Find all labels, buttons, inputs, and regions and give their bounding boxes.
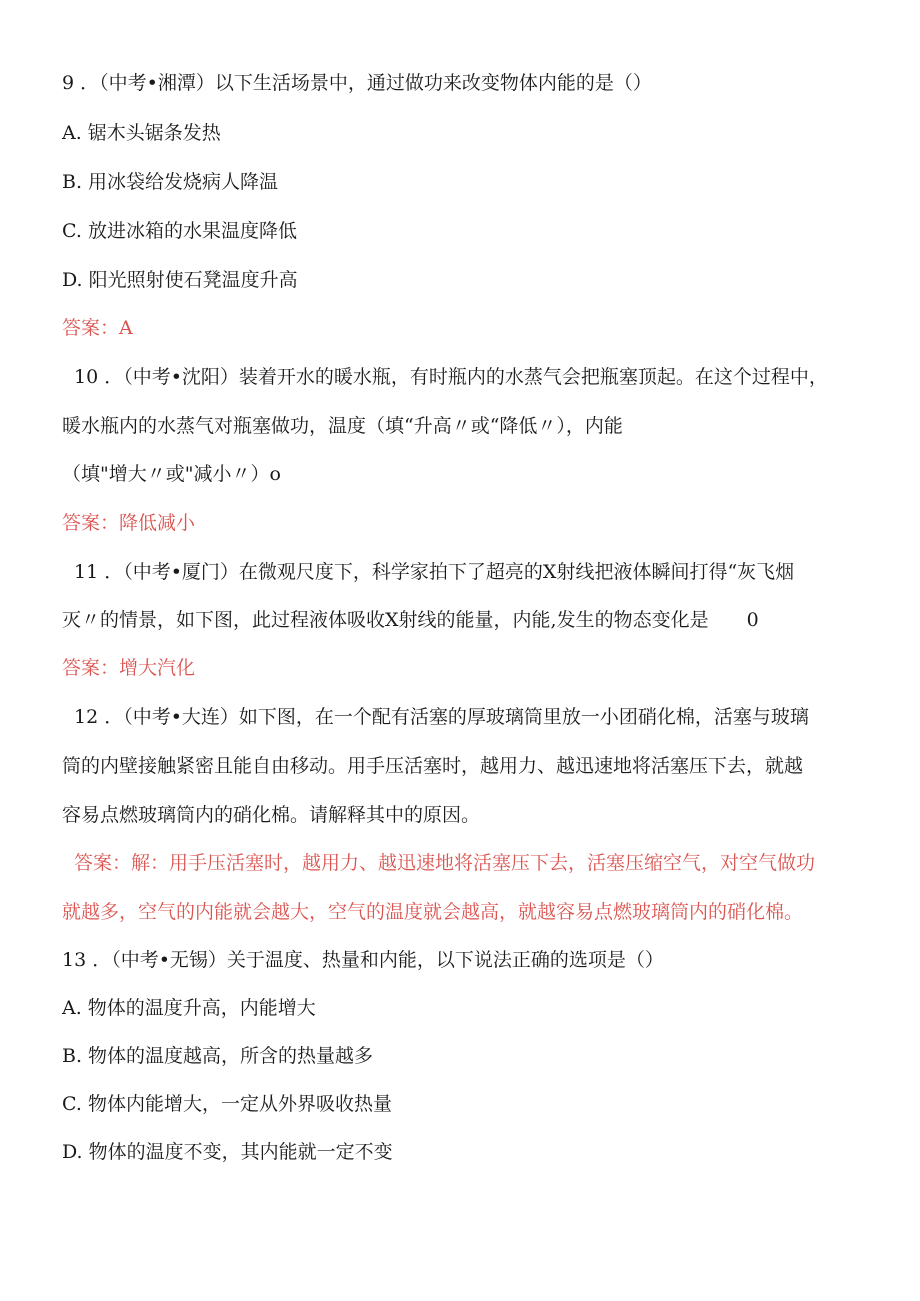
- q9-answer: 答案：A: [62, 317, 133, 339]
- q13-stem: 13 ．（中考•无锡）关于温度、热量和内能，以下说法正确的选项是（）: [62, 949, 664, 971]
- q9-option-b: B. 用冰袋给发烧病人降温: [62, 171, 279, 193]
- q12-stem-line3: 容易点燃玻璃筒内的硝化棉。请解释其中的原因。: [62, 804, 481, 826]
- q12-answer-line1: 答案：解：用手压活塞时，越用力、越迅速地将活塞压下去，活塞压缩空气，对空气做功: [74, 852, 816, 874]
- q9-option-d: D. 阳光照射使石凳温度升高: [62, 269, 298, 291]
- q12-stem-line2: 筒的内壁接触紧密且能自由移动。用手压活塞时，越用力、越迅速地将活塞压下去，就越: [62, 755, 804, 777]
- q11-stem-line2: 灭〃的情景，如下图，此过程液体吸收X射线的能量，内能,发生的物态变化是 0: [62, 609, 759, 631]
- q12-answer-line2: 就越多，空气的内能就会越大，空气的温度就会越高，就越容易点燃玻璃筒内的硝化棉。: [62, 901, 804, 923]
- q13-option-b: B. 物体的温度越高，所含的热量越多: [62, 1045, 374, 1067]
- q13-option-d: D. 物体的温度不变，其内能就一定不变: [62, 1141, 393, 1163]
- q10-stem-line1: 10 ．（中考•沈阳）装着开水的暖水瓶，有时瓶内的水蒸气会把瓶塞顶起。在这个过程中，: [74, 366, 828, 388]
- q9-option-c: C. 放进冰箱的水果温度降低: [62, 220, 297, 242]
- q9-option-a: A. 锯木头锯条发热: [62, 122, 221, 144]
- q11-stem-line1: 11 ．（中考•厦门）在微观尺度下，科学家拍下了超亮的X射线把液体瞬间打得“灰飞烟: [74, 561, 795, 583]
- q12-stem-line1: 12 ．（中考•大连）如下图，在一个配有活塞的厚玻璃筒里放一小团硝化棉，活塞与玻璃: [74, 706, 809, 728]
- q10-answer: 答案：降低减小: [62, 512, 196, 534]
- q13-option-a: A. 物体的温度升高，内能增大: [62, 997, 316, 1019]
- q13-option-c: C. 物体内能增大，一定从外界吸收热量: [62, 1093, 392, 1115]
- q11-answer: 答案：增大汽化: [62, 657, 196, 679]
- q9-stem: 9 ．（中考•湘潭）以下生活场景中，通过做功来改变物体内能的是（）: [62, 72, 652, 94]
- q10-stem-line3: （填"增大〃或"减小〃）o: [62, 463, 281, 485]
- q10-stem-line2: 暖水瓶内的水蒸气对瓶塞做功，温度（填“升高〃或“降低〃），内能: [62, 415, 623, 437]
